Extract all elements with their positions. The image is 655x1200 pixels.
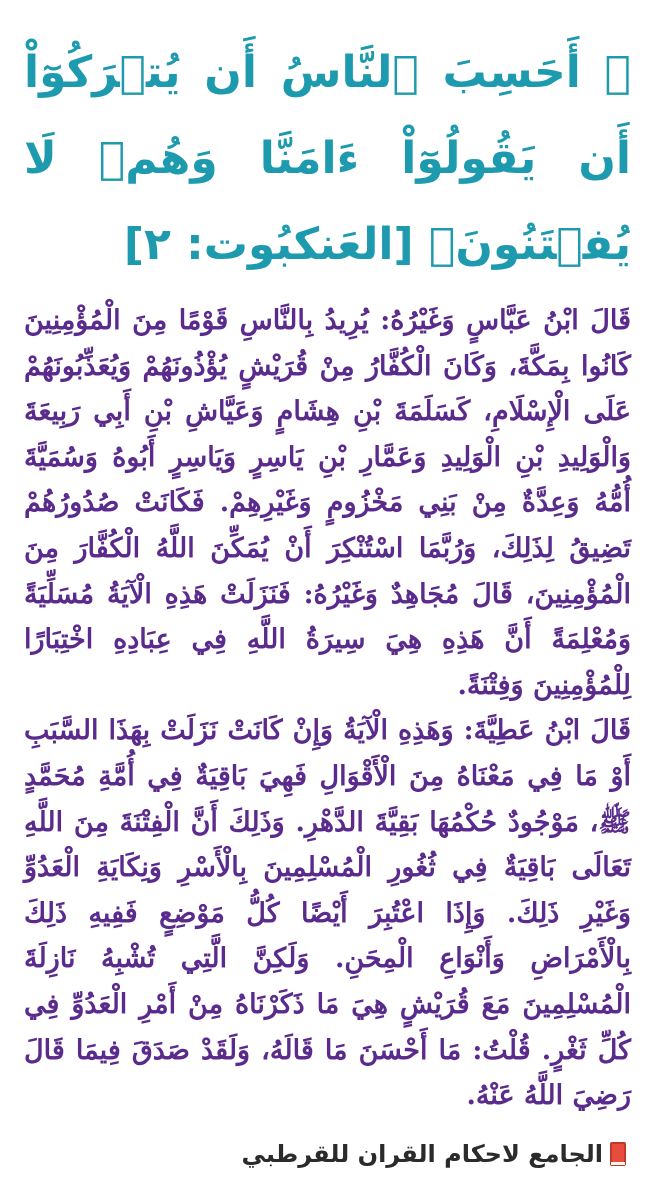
tafsir-paragraph: قَالَ ابْنُ عَبَّاسٍ وَغَيْرُهُ: يُرِيدُ بِالنَّاسِ قَوْمًا مِنَ الْمُؤْمِنِينَ كَانُوا بِمَكَّةَ، وَكَانَ الْكُفَّارُ مِنْ قُرَيْشٍ يُؤْذُونَهُمْ وَيُعَذِّبُونَهُمْ عَلَى الْإِسْلَامِ، كَسَلَمَةَ بْنِ هِشَامٍ وَعَيَّاشِ بْنِ أَبِي رَبِيعَةَ وَالْوَلِيدِ بْنِ الْوَلِيدِ وَعَمَّارِ بْنِ يَاسِرٍ وَيَاسِرٍ أَبُوهُ وَسُمَيَّةَ أُمُّهُ وَعِدَّةٌ مِنْ بَنِي مَخْزُومٍ وَغَيْرِهِمْ. فَكَانَتْ صُدُورُهُمْ تَضِيقُ لِذَلِكَ، وَرُبَّمَا اسْتُنْكِرَ أَنْ يُمَكِّنَ اللَّهُ الْكُفَّارَ مِنَ الْمُؤْمِنِينَ، قَالَ مُجَاهِدٌ وَغَيْرُهُ: فَنَزَلَتْ هَذِهِ الْآيَةُ مُسَلِّيَةً وَمُعْلِمَةً أَنَّ هَذِهِ هِيَ سِيرَةُ اللَّهِ فِي عِبَادِهِ اخْتِبَارًا لِلْمُؤْمِنِينَ وَفِتْنَةً. — [24, 305, 631, 701]
verse-text: ﴿ أَحَسِبَ ٱلنَّاسُ أَن يُتۡرَكُوٓاْ أَن يَقُولُوٓاْ ءَامَنَّا وَهُمۡ لَا يُفۡتَنُونَ﴾ — [24, 47, 631, 270]
tafsir-text — [24, 298, 631, 1119]
source-label: الجامع لاحكام القران للقرطبي — [241, 1140, 603, 1168]
book-icon — [609, 1141, 627, 1167]
source-citation — [242, 1140, 627, 1168]
verse-reference: [العَنكبُوت: ٢] — [123, 219, 414, 270]
verse-block — [24, 30, 631, 288]
tafsir-paragraph: قَالَ ابْنُ عَطِيَّةَ: وَهَذِهِ الْآيَةُ وَإِنْ كَانَتْ نَزَلَتْ بِهَذَا السَّبَبِ أَوْ مَا فِي مَعْنَاهُ مِنَ الْأَقْوَالِ فَهِيَ بَاقِيَةٌ فِي أُمَّةِ مُحَمَّدٍ ﷺ، مَوْجُودٌ حُكْمُهَا بَقِيَّةَ الدَّهْرِ. وَذَلِكَ أَنَّ الْفِتْنَةَ مِنَ اللَّهِ تَعَالَى بَاقِيَةٌ فِي ثُغُورِ الْمُسْلِمِينَ بِالْأَسْرِ وَنِكَايَةِ الْعَدُوِّ وَغَيْرِ ذَلِكَ. وَإِذَا اعْتُبِرَ أَيْضًا كُلُّ مَوْضِعٍ فَفِيهِ ذَلِكَ بِالْأَمْرَاضِ وَأَنْوَاعِ الْمِحَنِ. وَلَكِنَّ الَّتِي تُشْبِهُ نَازِلَةَ الْمُسْلِمِينَ مَعَ قُرَيْشٍ هِيَ مَا ذَكَرْنَاهُ مِنْ أَمْرِ الْعَدُوِّ فِي كُلِّ ثَغْرٍ. قُلْتُ: مَا أَحْسَنَ مَا قَالَهُ، وَلَقَدْ صَدَقَ فِيمَا قَالَ رَضِيَ اللَّهُ عَنْهُ. — [24, 715, 631, 1112]
